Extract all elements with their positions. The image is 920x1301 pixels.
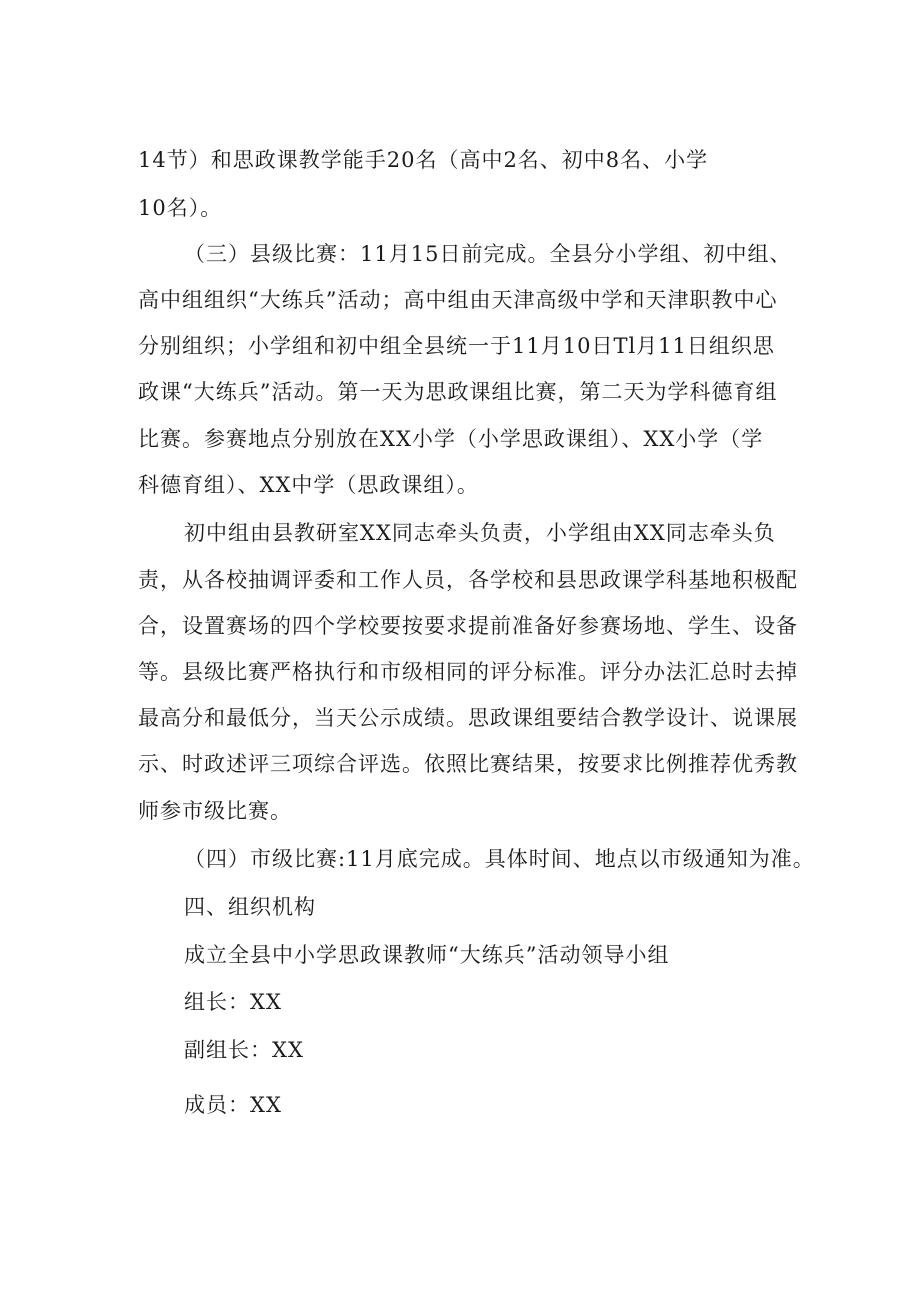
text-line: 责，从各校抽调评委和工作人员，各学校和县思政课学科基地积极配 xyxy=(138,568,798,592)
leadership-group-title: 成立全县中小学思政课教师“大练兵”活动领导小组 xyxy=(184,943,670,967)
text-line: 科德育组）、XX中学（思政课组）。 xyxy=(138,473,479,497)
text-line: 10名）。 xyxy=(138,196,223,220)
text-line: 14节）和思政课教学能手20名（高中2名、初中8名、小学 xyxy=(138,148,709,172)
text-line: 高中组组织“大练兵”活动；高中组由天津高级中学和天津职教中心 xyxy=(138,288,778,312)
group-members: 成员：XX xyxy=(184,1093,282,1117)
text-line: 师参市级比赛。 xyxy=(138,799,292,823)
text-line: 比赛。参赛地点分别放在XX小学（小学思政课组）、XX小学（学 xyxy=(138,427,764,451)
deputy-group-leader: 副组长：XX xyxy=(184,1038,304,1062)
paragraph-start: 初中组由县教研室XX同志牵头负责，小学组由XX同志牵头负 xyxy=(184,521,776,545)
group-leader: 组长：XX xyxy=(184,990,282,1014)
section-heading-organization: 四、组织机构 xyxy=(184,895,316,919)
section-four-heading: （四）市级比赛:11月底完成。具体时间、地点以市级通知为准。 xyxy=(184,847,815,871)
text-line: 示、时政述评三项综合评选。依照比赛结果，按要求比例推荐优秀教 xyxy=(138,752,798,776)
text-line: 政课“大练兵”活动。第一天为思政课组比赛，第二天为学科德育组 xyxy=(138,380,778,404)
text-line: 等。县级比赛严格执行和市级相同的评分标准。评分办法汇总时去掉 xyxy=(138,660,798,684)
text-line: 合，设置赛场的四个学校要按要求提前准备好参赛场地、学生、设备 xyxy=(138,614,798,638)
section-three-heading: （三）县级比赛：11月15日前完成。全县分小学组、初中组、 xyxy=(184,242,792,266)
text-line: 最高分和最低分，当天公示成绩。思政课组要结合教学设计、说课展 xyxy=(138,706,798,730)
text-line: 分别组织；小学组和初中组全县统一于11月10日Tl月11日组织思 xyxy=(138,334,775,358)
